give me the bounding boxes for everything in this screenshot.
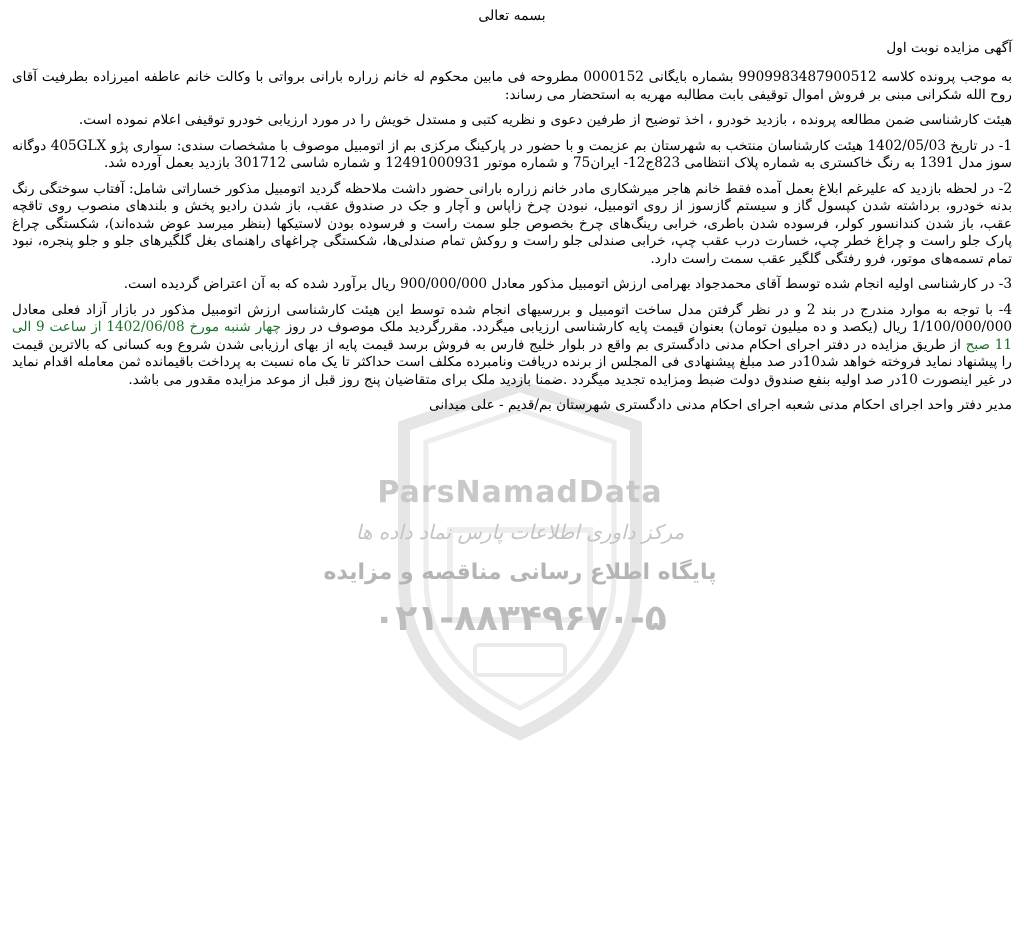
- watermark-subtitle: پایگاه اطلاع رسانی مناقصه و مزایده: [323, 560, 717, 585]
- paragraph-item-2: 2- در لحظه بازدید که علیرغم ابلاغ بعمل آمده فقط خانم هاجر میرشکاری مادر خانم زراره بارانی حضور داشت ملاحظه گردید اتومبیل مذکور خساراتی شامل: آفتاب سوختگی رنگ بدنه خودرو، برداشته شدن کپسول گاز و سیستم گازسوز از روی اتومبیل، نبودن چرخ زاپاس و آچار و جک در صندوق عقب، باز شدن رادیو پخش و بلندهای منصوب روی تاقچه عقب، باز شدن کندانسور کولر، فرسوده شدن باطری، خرابی رینگ‌های چرخ بخصوص جلو سمت راست و فرسوده بودن لاستیکها (بنظر میرسد عوض شده‌اند)، شکستگی چراغ پارک جلو راست و چراغ خطر چپ، خسارت درب عقب چپ، خرابی صندلی جلو راست و روکش تمام صندلی‌ها، شکستگی چراغهای راهنمای بغل گلگیرهای جلو و جلو پنجره، نبود تمام تسمه‌های موتور، فرو رفتگی گلگیر عقب سمت راست دارد.: [12, 180, 1012, 267]
- auction-date-highlight: چهار شنبه مورخ 1402/06/08 از ساعت 9 الی 11 صبح: [12, 319, 1012, 353]
- paragraph-item-4-part-a: 4- با توجه به موارد مندرج در بند 2 و در نظر گرفتن مدل ساخت اتومبیل و بررسیهای انجام شده توسط این هیئت کارشناسی ارزش اتومبیل مذکور در بازار آزاد فعلی معادل 1/100/000/000 ریال (یکصد و ده میلیون تومان) بعنوان قیمت پایه کارشناسی ارزیابی میگردد. مقررگردید ملک موصوف در روز: [12, 301, 1013, 335]
- watermark-phone: ۰۲۱-۸۸۳۴۹۶۷۰-۵: [373, 598, 667, 639]
- watermark: [280, 380, 760, 900]
- document-subtitle: آگهی مزایده نوبت اول: [886, 39, 1012, 56]
- paragraph-item-1: 1- در تاریخ 1402/05/03 هیئت کارشناسان منتخب به شهرستان بم عزیمت و با حضور در پارکینگ مرکزی بم از اتومبیل موصوف با مشخصات سندی: سواری پژو 405GLX دوگانه سوز مدل 1391 به رنگ خاکستری به شماره پلاک انتظامی 823ج12- ایران75 و شماره موتور 12491000931 و شماره شاسی 301712 بازدید بعمل آورده شد.: [12, 137, 1013, 171]
- document-title: بسمه تعالی: [478, 8, 546, 24]
- signature-line: مدیر دفتر واحد اجرای احکام مدنی شعبه اجرای احکام مدنی دادگستری شهرستان بم/قدیم - علی میدانی: [429, 397, 1012, 413]
- auction-notice: [12, 6, 1012, 423]
- paragraph-item-4: [12, 302, 1012, 390]
- paragraph-case-intro: به موجب پرونده کلاسه 9909983487900512 بشماره بایگانی 0000152 مطروحه فی مابین محکوم له خانم زراره بارانی برواتی با وکالت خانم عاطفه امیرزاده بطرفیت آقای روح الله شکرانی مبنی بر فروش اموال توقیفی بابت مطالبه مهریه به استحضار می رساند:: [12, 69, 1013, 103]
- watermark-brand: ParsNamadData: [377, 475, 663, 510]
- paragraph-item-4-part-b: از طریق مزایده در دفتر اجرای احکام مدنی دادگستری بم واقع در بلوار خلیج فارس به فروش برسد قیمت پایه از بهای ارزیابی شدن شروع وبه کسانی که بالاترین قیمت را پیشنهاد نماید فروخته خواهد شد10در صد مبلغ پیشنهادی فی المجلس از برنده دریافت ونامبرده مکلف است حداکثر تا یک ماه نسبت به پرداخت باقیمانده ثمن معامله اقدام نماید در غیر اینصورت 10در صد اولیه بنفع صندوق دولت ضبط ومزایده تجدید میگردد .ضمنا بازدید ملک برای متقاضیان پنج روز قبل از موعد مزایده مقدور می باشد.: [12, 336, 1012, 388]
- paragraph-expert-panel: هیئت کارشناسی ضمن مطالعه پرونده ، بازدید خودرو ، اخذ توضیح از طرفین دعوی و نظریه کتبی و مستدل خویش را در مورد ارزیابی خودرو توقیفی اعلام نموده است.: [78, 112, 1012, 128]
- watermark-tagline: مرکز داوری اطلاعات پارس نماد داده ها: [355, 520, 685, 544]
- paragraph-item-3: 3- در کارشناسی اولیه انجام شده توسط آقای محمدجواد بهرامی ارزش اتومبیل مذکور معادل 900/000/000 ریال برآورد شده که به آن اعتراض گردیده است.: [123, 276, 1012, 292]
